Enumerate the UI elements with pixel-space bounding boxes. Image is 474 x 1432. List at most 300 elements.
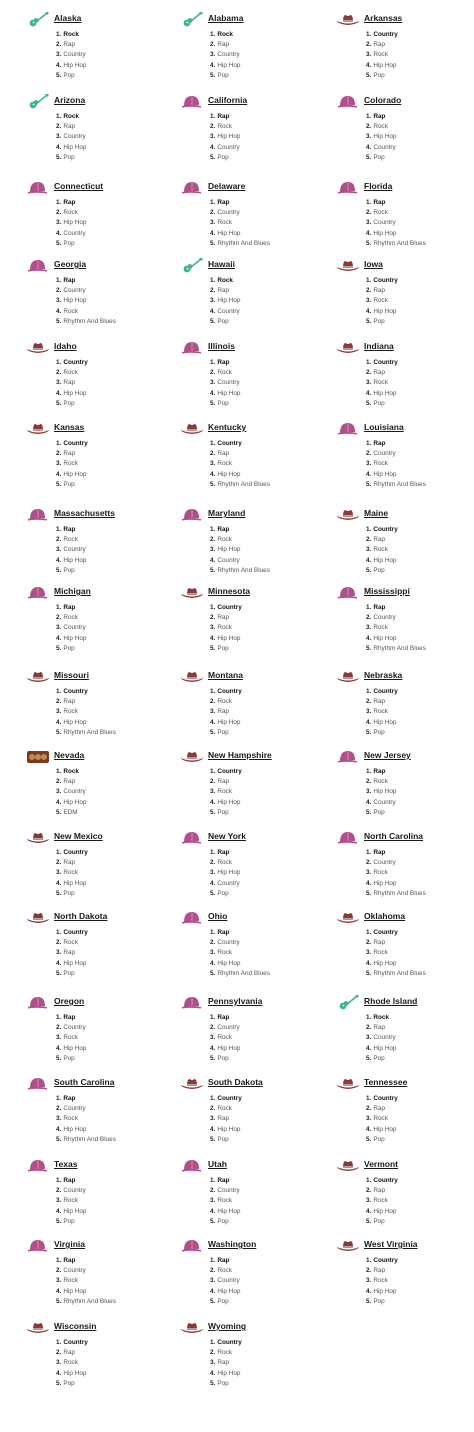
genre-label: Hip Hop bbox=[63, 470, 87, 478]
rank-number: 2. bbox=[366, 536, 372, 544]
genre-ranking-list bbox=[366, 525, 398, 576]
cowboy-hat-icon bbox=[180, 1320, 204, 1336]
state-name[interactable]: West Virginia bbox=[364, 1239, 418, 1249]
state-name[interactable]: New Hampshire bbox=[208, 750, 272, 760]
genre-label: Hip Hop bbox=[63, 389, 87, 397]
state-name[interactable]: New Mexico bbox=[54, 831, 103, 841]
genre-item bbox=[56, 50, 86, 60]
guitar-icon bbox=[336, 995, 360, 1011]
genre-label: Hip Hop bbox=[63, 556, 87, 564]
state-name[interactable]: Oregon bbox=[54, 996, 85, 1006]
genre-label: Country bbox=[373, 1095, 398, 1102]
genre-item bbox=[366, 545, 398, 555]
rank-number: 5. bbox=[366, 889, 372, 897]
rank-number: 3. bbox=[366, 708, 372, 716]
state-entry bbox=[180, 258, 330, 325]
rank-number: 1. bbox=[56, 1095, 62, 1102]
genre-label: Rock bbox=[63, 536, 78, 544]
rank-number: 3. bbox=[210, 460, 216, 468]
rank-number: 3. bbox=[366, 1277, 372, 1285]
rank-number: 1. bbox=[366, 359, 372, 366]
genre-label: Pop bbox=[373, 153, 385, 161]
genre-item bbox=[56, 566, 86, 576]
genre-item bbox=[210, 1044, 240, 1054]
baseball-cap-icon bbox=[180, 507, 204, 523]
genre-ranking-list bbox=[56, 1013, 86, 1064]
rank-number: 2. bbox=[56, 1349, 62, 1357]
state-entry bbox=[180, 1076, 330, 1143]
genre-item bbox=[210, 1196, 240, 1206]
rank-number: 4. bbox=[56, 389, 62, 397]
genre-label: Hip Hop bbox=[373, 389, 397, 397]
rank-number: 3. bbox=[56, 379, 62, 387]
genre-label: Rap bbox=[373, 1105, 386, 1113]
state-name[interactable]: Nevada bbox=[54, 750, 85, 760]
genre-item bbox=[366, 728, 398, 738]
state-name[interactable]: Connecticut bbox=[54, 181, 104, 191]
genre-label: Rap bbox=[63, 199, 76, 206]
genre-label: Pop bbox=[63, 1379, 75, 1387]
genre-ranking-list bbox=[210, 112, 240, 163]
state-name[interactable]: Virginia bbox=[54, 1239, 86, 1249]
genre-label: Hip Hop bbox=[217, 1369, 241, 1377]
state-entry bbox=[180, 669, 330, 736]
state-header bbox=[26, 1320, 176, 1338]
state-name[interactable]: Minnesota bbox=[208, 586, 251, 596]
rank-number: 1. bbox=[366, 277, 372, 284]
state-name[interactable]: Kentucky bbox=[208, 422, 247, 432]
rank-number: 2. bbox=[210, 536, 216, 544]
rank-number: 2. bbox=[56, 41, 62, 49]
baseball-cap-icon bbox=[180, 995, 204, 1011]
genre-label: Country bbox=[217, 143, 240, 151]
genre-item bbox=[56, 198, 86, 208]
state-header bbox=[26, 94, 176, 112]
state-name[interactable]: Wyoming bbox=[208, 1321, 247, 1331]
state-header bbox=[26, 749, 176, 767]
rank-number: 1. bbox=[56, 199, 62, 206]
genre-label: Hip Hop bbox=[217, 133, 241, 141]
genre-ranking-list bbox=[56, 1176, 86, 1227]
rank-number: 1. bbox=[366, 849, 372, 856]
genre-item bbox=[366, 112, 396, 122]
state-name[interactable]: Illinois bbox=[208, 341, 235, 351]
rank-number: 1. bbox=[366, 929, 372, 936]
genre-item bbox=[56, 459, 88, 469]
genre-label: Country bbox=[217, 1024, 240, 1032]
genre-label: Rap bbox=[63, 41, 76, 49]
genre-item bbox=[210, 30, 240, 40]
genre-label: Rap bbox=[63, 698, 76, 706]
cowboy-hat-icon bbox=[180, 669, 204, 685]
state-name[interactable]: Alabama bbox=[208, 13, 244, 23]
genre-label: Country bbox=[63, 1187, 86, 1195]
state-entry bbox=[180, 507, 330, 574]
genre-item bbox=[366, 239, 426, 249]
genre-label: Hip Hop bbox=[63, 1125, 87, 1133]
state-name[interactable]: Maine bbox=[364, 508, 389, 518]
baseball-cap-icon bbox=[180, 340, 204, 356]
genre-ranking-list bbox=[366, 198, 426, 249]
genre-item bbox=[56, 399, 88, 409]
rank-number: 4. bbox=[366, 1125, 372, 1133]
genre-label: Country bbox=[373, 1177, 398, 1184]
genre-item bbox=[56, 623, 86, 633]
genre-item bbox=[56, 928, 88, 938]
state-name[interactable]: Nebraska bbox=[364, 670, 403, 680]
genre-label: Rhythm And Blues bbox=[217, 566, 270, 574]
genre-ranking-list bbox=[210, 276, 240, 327]
rank-number: 3. bbox=[210, 219, 216, 227]
genre-item bbox=[366, 368, 398, 378]
rank-number: 1. bbox=[210, 1257, 216, 1264]
state-entry bbox=[26, 1158, 176, 1225]
genre-label: Rap bbox=[217, 41, 230, 49]
state-header bbox=[180, 669, 330, 687]
genre-item bbox=[56, 868, 88, 878]
genre-label: Rap bbox=[373, 939, 386, 947]
genre-item bbox=[366, 143, 396, 153]
baseball-cap-icon bbox=[180, 830, 204, 846]
genre-label: Rap bbox=[373, 113, 386, 120]
genre-label: Hip Hop bbox=[217, 1044, 241, 1052]
genre-item bbox=[56, 112, 86, 122]
state-header bbox=[336, 910, 474, 928]
rank-number: 2. bbox=[210, 1267, 216, 1275]
genre-label: Country bbox=[63, 1105, 86, 1113]
state-name[interactable]: Rhode Island bbox=[364, 996, 418, 1006]
cowboy-hat-icon bbox=[180, 421, 204, 437]
genre-label: Pop bbox=[217, 399, 229, 407]
rank-number: 3. bbox=[210, 624, 216, 632]
rank-number: 5. bbox=[366, 644, 372, 652]
rank-number: 5. bbox=[210, 153, 216, 161]
state-entry bbox=[26, 180, 176, 247]
genre-label: Hip Hop bbox=[63, 1207, 87, 1215]
genre-item bbox=[56, 959, 88, 969]
genre-ranking-list bbox=[210, 1256, 240, 1307]
genre-item bbox=[56, 879, 88, 889]
state-name[interactable]: New York bbox=[208, 831, 246, 841]
state-header bbox=[26, 180, 176, 198]
rank-number: 1. bbox=[56, 526, 62, 533]
rank-number: 4. bbox=[366, 798, 372, 806]
state-name[interactable]: Colorado bbox=[364, 95, 402, 105]
genre-item bbox=[210, 153, 240, 163]
baseball-cap-icon bbox=[180, 1238, 204, 1254]
genre-label: Country bbox=[373, 688, 398, 695]
state-entry bbox=[336, 421, 474, 488]
rank-number: 2. bbox=[56, 1024, 62, 1032]
genre-label: Pop bbox=[373, 1217, 385, 1225]
genre-item bbox=[210, 1114, 242, 1124]
genre-label: Hip Hop bbox=[63, 219, 87, 227]
genre-item bbox=[366, 153, 396, 163]
state-header bbox=[336, 258, 474, 276]
genre-label: Rap bbox=[63, 1095, 76, 1102]
state-name[interactable]: Missouri bbox=[54, 670, 89, 680]
genre-item bbox=[56, 535, 86, 545]
state-name[interactable]: Hawaii bbox=[208, 259, 235, 269]
genre-item bbox=[210, 61, 240, 71]
state-name[interactable]: Washington bbox=[208, 1239, 257, 1249]
state-header bbox=[26, 12, 176, 30]
rank-number: 4. bbox=[56, 61, 62, 69]
genre-item bbox=[210, 603, 242, 613]
genre-label: Rap bbox=[63, 379, 76, 387]
state-header bbox=[26, 830, 176, 848]
genre-label: Country bbox=[373, 277, 398, 284]
genre-label: Hip Hop bbox=[373, 470, 397, 478]
state-name[interactable]: South Carolina bbox=[54, 1077, 115, 1087]
genre-item bbox=[366, 1196, 398, 1206]
genre-label: Rock bbox=[373, 1014, 389, 1021]
genre-label: Pop bbox=[373, 71, 385, 79]
cowboy-hat-icon bbox=[180, 1076, 204, 1092]
state-header bbox=[26, 1158, 176, 1176]
genre-label: Hip Hop bbox=[217, 470, 241, 478]
genre-item bbox=[210, 71, 240, 81]
rank-number: 3. bbox=[366, 133, 372, 141]
rank-number: 5. bbox=[366, 1297, 372, 1305]
genre-item bbox=[366, 928, 426, 938]
genre-item bbox=[56, 718, 116, 728]
state-name[interactable]: Maryland bbox=[208, 508, 246, 518]
state-name[interactable]: Wisconsin bbox=[54, 1321, 97, 1331]
genre-item bbox=[366, 61, 398, 71]
genre-label: Hip Hop bbox=[373, 1287, 397, 1295]
genre-item bbox=[210, 1338, 242, 1348]
genre-label: Country bbox=[63, 624, 86, 632]
genre-item bbox=[210, 566, 270, 576]
state-name[interactable]: Massachusetts bbox=[54, 508, 115, 518]
genre-item bbox=[366, 879, 426, 889]
baseball-cap-icon bbox=[180, 1158, 204, 1174]
genre-ranking-list bbox=[56, 358, 88, 409]
genre-ranking-list bbox=[210, 767, 242, 818]
rank-number: 2. bbox=[56, 1187, 62, 1195]
genre-label: Pop bbox=[217, 1379, 229, 1387]
genre-label: Country bbox=[217, 768, 242, 775]
genre-ranking-list bbox=[366, 928, 426, 979]
genre-item bbox=[56, 1186, 86, 1196]
rank-number: 2. bbox=[56, 859, 62, 867]
genre-item bbox=[56, 1044, 86, 1054]
rank-number: 1. bbox=[210, 277, 216, 284]
genre-label: Rock bbox=[63, 768, 79, 775]
cowboy-hat-icon bbox=[336, 12, 360, 28]
rank-number: 3. bbox=[366, 624, 372, 632]
state-name[interactable]: Delaware bbox=[208, 181, 246, 191]
genre-item bbox=[56, 1256, 116, 1266]
rank-number: 2. bbox=[56, 209, 62, 217]
genre-item bbox=[56, 61, 86, 71]
genre-label: Rhythm And Blues bbox=[373, 644, 426, 652]
rank-number: 2. bbox=[366, 123, 372, 131]
genre-ranking-list bbox=[366, 1256, 398, 1307]
state-name[interactable]: South Dakota bbox=[208, 1077, 263, 1087]
rank-number: 4. bbox=[56, 1207, 62, 1215]
rank-number: 5. bbox=[56, 317, 62, 325]
state-name[interactable]: California bbox=[208, 95, 248, 105]
state-name[interactable]: Tennessee bbox=[364, 1077, 408, 1087]
genre-item bbox=[210, 1104, 242, 1114]
rank-number: 4. bbox=[210, 718, 216, 726]
genre-label: Rock bbox=[63, 1197, 78, 1205]
genre-label: Hip Hop bbox=[63, 1287, 87, 1295]
state-name[interactable]: Pennsylvania bbox=[208, 996, 263, 1006]
rank-number: 2. bbox=[366, 1105, 372, 1113]
genre-label: Rock bbox=[63, 939, 78, 947]
state-entry bbox=[336, 258, 474, 325]
rank-number: 4. bbox=[56, 798, 62, 806]
rank-number: 3. bbox=[366, 297, 372, 305]
genre-item bbox=[366, 603, 426, 613]
genre-label: Rock bbox=[373, 949, 388, 957]
genre-item bbox=[210, 449, 270, 459]
state-entry bbox=[26, 910, 176, 977]
genre-item bbox=[366, 1013, 396, 1023]
genre-item bbox=[56, 1114, 116, 1124]
rank-number: 2. bbox=[366, 1187, 372, 1195]
genre-label: Rap bbox=[373, 1187, 386, 1195]
state-name[interactable]: Kansas bbox=[54, 422, 85, 432]
rank-number: 1. bbox=[56, 1014, 62, 1021]
rank-number: 1. bbox=[210, 31, 216, 38]
state-name[interactable]: Arizona bbox=[54, 95, 86, 105]
genre-label: Rhythm And Blues bbox=[373, 239, 426, 247]
rank-number: 4. bbox=[56, 556, 62, 564]
genre-ranking-list bbox=[366, 1013, 396, 1064]
state-name[interactable]: Indiana bbox=[364, 341, 394, 351]
genre-item bbox=[366, 317, 398, 327]
genre-item bbox=[210, 439, 270, 449]
genre-label: Country bbox=[373, 450, 396, 458]
rank-number: 3. bbox=[56, 1277, 62, 1285]
genre-label: Country bbox=[63, 359, 88, 366]
rank-number: 5. bbox=[210, 71, 216, 79]
state-name[interactable]: Arkansas bbox=[364, 13, 403, 23]
rank-number: 2. bbox=[210, 41, 216, 49]
genre-item bbox=[210, 969, 270, 979]
genre-item bbox=[366, 718, 398, 728]
genre-item bbox=[210, 143, 240, 153]
state-name[interactable]: Utah bbox=[208, 1159, 227, 1169]
genre-item bbox=[56, 307, 116, 317]
genre-label: Hip Hop bbox=[373, 1207, 397, 1215]
state-name[interactable]: Florida bbox=[364, 181, 393, 191]
state-name[interactable]: North Carolina bbox=[364, 831, 424, 841]
cowboy-hat-icon bbox=[26, 340, 50, 356]
genre-label: Rap bbox=[63, 778, 76, 786]
genre-label: Pop bbox=[63, 969, 75, 977]
cowboy-hat-icon bbox=[336, 507, 360, 523]
state-name[interactable]: Iowa bbox=[364, 259, 383, 269]
genre-item bbox=[210, 208, 270, 218]
genre-label: Rhythm And Blues bbox=[217, 480, 270, 488]
state-name[interactable]: Alaska bbox=[54, 13, 82, 23]
state-entry bbox=[336, 340, 474, 407]
genre-label: Rock bbox=[373, 1197, 388, 1205]
rank-number: 3. bbox=[366, 1197, 372, 1205]
state-header bbox=[180, 830, 330, 848]
genre-item bbox=[366, 30, 398, 40]
rank-number: 3. bbox=[210, 708, 216, 716]
state-name[interactable]: Texas bbox=[54, 1159, 78, 1169]
rank-number: 1. bbox=[210, 440, 216, 447]
genre-label: Pop bbox=[373, 808, 385, 816]
genre-item bbox=[210, 122, 240, 132]
genre-label: Hip Hop bbox=[217, 1125, 241, 1133]
genre-label: Rock bbox=[217, 31, 233, 38]
genre-ranking-list bbox=[366, 1176, 398, 1227]
genre-item bbox=[366, 959, 426, 969]
genre-label: Rock bbox=[217, 123, 232, 131]
state-name[interactable]: North Dakota bbox=[54, 911, 108, 921]
genre-item bbox=[56, 938, 88, 948]
genre-ranking-list bbox=[210, 525, 270, 576]
state-name[interactable]: Georgia bbox=[54, 259, 87, 269]
genre-item bbox=[366, 848, 426, 858]
rank-number: 5. bbox=[210, 317, 216, 325]
state-header bbox=[180, 507, 330, 525]
genre-label: Rhythm And Blues bbox=[63, 317, 116, 325]
state-header bbox=[26, 669, 176, 687]
state-name[interactable]: Louisiana bbox=[364, 422, 404, 432]
genre-label: Rock bbox=[63, 369, 78, 377]
rank-number: 3. bbox=[366, 1034, 372, 1042]
genre-label: Pop bbox=[373, 1135, 385, 1143]
genre-item bbox=[56, 1379, 88, 1389]
genre-label: Hip Hop bbox=[217, 546, 241, 554]
genre-label: Rap bbox=[373, 1024, 386, 1032]
genre-item bbox=[56, 1013, 86, 1023]
genre-label: Rock bbox=[373, 51, 388, 59]
genre-label: Rhythm And Blues bbox=[373, 889, 426, 897]
genre-item bbox=[210, 1125, 242, 1135]
rank-number: 4. bbox=[56, 1044, 62, 1052]
genre-label: Rap bbox=[63, 1177, 76, 1184]
genre-item bbox=[56, 208, 86, 218]
genre-item bbox=[210, 480, 270, 490]
genre-item bbox=[210, 1135, 242, 1145]
genre-item bbox=[56, 808, 86, 818]
state-name[interactable]: New Jersey bbox=[364, 750, 411, 760]
genre-label: Rap bbox=[217, 778, 230, 786]
genre-label: Rock bbox=[373, 869, 388, 877]
genre-label: Rap bbox=[217, 359, 230, 366]
genre-item bbox=[210, 132, 240, 142]
rank-number: 5. bbox=[366, 808, 372, 816]
genre-label: Hip Hop bbox=[217, 61, 241, 69]
genre-item bbox=[210, 1054, 240, 1064]
state-name[interactable]: Ohio bbox=[208, 911, 228, 921]
rank-number: 2. bbox=[56, 698, 62, 706]
genre-item bbox=[366, 1094, 398, 1104]
genre-label: Hip Hop bbox=[373, 556, 397, 564]
state-name[interactable]: Michigan bbox=[54, 586, 91, 596]
genre-label: Rock bbox=[217, 536, 232, 544]
state-entry bbox=[336, 669, 474, 736]
state-name[interactable]: Oklahoma bbox=[364, 911, 406, 921]
rank-number: 2. bbox=[210, 450, 216, 458]
state-name[interactable]: Mississippi bbox=[364, 586, 410, 596]
state-name[interactable]: Idaho bbox=[54, 341, 77, 351]
state-name[interactable]: Vermont bbox=[364, 1159, 399, 1169]
state-header bbox=[336, 749, 474, 767]
state-name[interactable]: Montana bbox=[208, 670, 243, 680]
rank-number: 4. bbox=[210, 879, 216, 887]
